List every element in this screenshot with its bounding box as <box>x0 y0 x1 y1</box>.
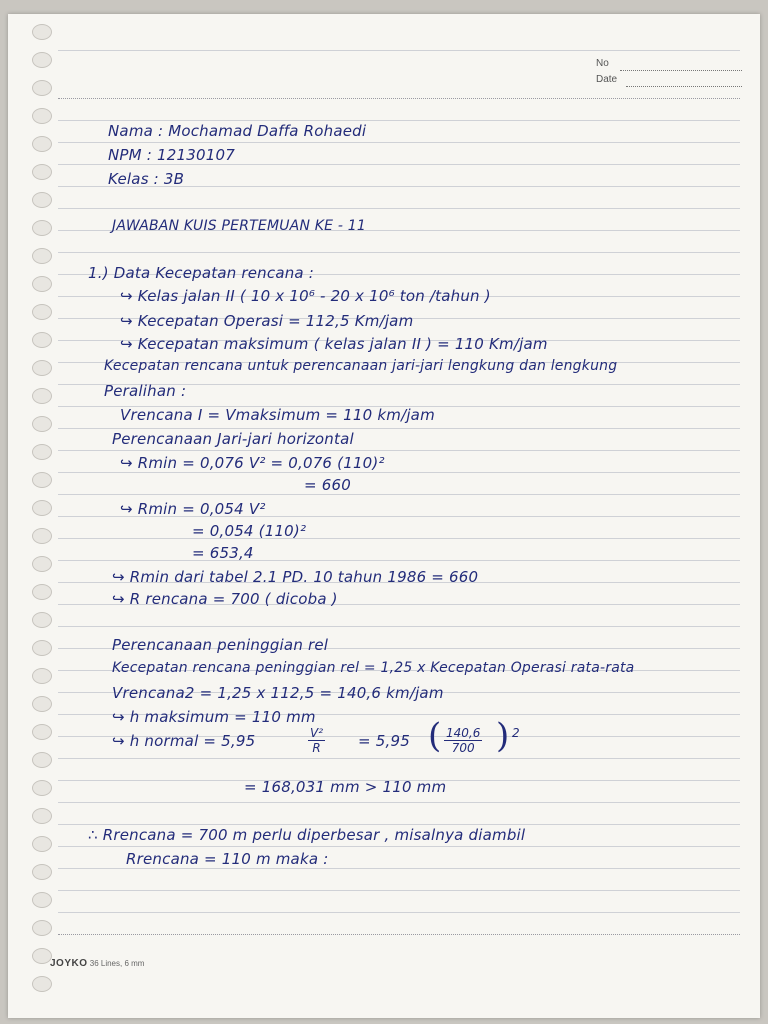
ruled-line <box>58 560 740 561</box>
student-class: Kelas : 3B <box>108 170 185 188</box>
fraction-denominator: 700 <box>451 741 475 755</box>
heading-peninggian-rel: Perencanaan peninggian rel <box>112 636 329 654</box>
binder-hole <box>32 892 52 908</box>
no-line <box>620 70 742 72</box>
binder-hole <box>32 864 52 880</box>
header-dotted-rule <box>58 98 740 100</box>
brand-spec: 36 Lines, 6 mm <box>89 959 145 968</box>
paren-left: ( <box>428 716 442 756</box>
ruled-line <box>58 450 740 451</box>
date-line <box>626 86 742 88</box>
binder-hole <box>32 304 52 320</box>
eq-h-normal: ↪ h normal = 5,95 <box>112 732 256 750</box>
eq-rmin-2-result: = 653,4 <box>192 544 254 562</box>
binder-hole <box>32 164 52 180</box>
ruled-line <box>58 164 740 165</box>
binder-hole <box>32 500 52 516</box>
fraction-denominator: R <box>312 741 321 755</box>
binder-hole <box>32 640 52 656</box>
eq-rmin-2-step: = 0,054 (110)² <box>192 522 307 540</box>
ruled-line <box>58 494 740 495</box>
eq-h-normal-result: = 168,031 mm > 110 mm <box>244 778 447 796</box>
text-kecepatan-peninggian: Kecepatan rencana peninggian rel = 1,25 x Kecepatan Operasi rata-rata <box>112 660 635 676</box>
bullet-kecepatan-operasi: ↪ Kecepatan Operasi = 112,5 Km/jam <box>120 312 414 330</box>
notebook-page <box>8 14 760 1018</box>
binder-hole <box>32 472 52 488</box>
binder-hole <box>32 360 52 376</box>
ruled-line <box>58 472 740 473</box>
eq-rmin-tabel: ↪ Rmin dari tabel 2.1 PD. 10 tahun 1986 = 660 <box>112 568 479 586</box>
ruled-line <box>58 208 740 209</box>
ruled-line <box>58 142 740 143</box>
brand-logo: JOYKO <box>50 958 88 969</box>
fraction-v2-over-r <box>308 726 325 755</box>
binder-hole <box>32 192 52 208</box>
binder-hole <box>32 556 52 572</box>
ruled-line <box>58 758 740 759</box>
conclusion-line-1: ∴ Rrencana = 700 m perlu diperbesar , misalnya diambil <box>88 826 526 844</box>
eq-rmin-1-result: = 660 <box>304 476 351 494</box>
binder-hole <box>32 52 52 68</box>
student-npm: NPM : 12130107 <box>108 146 235 164</box>
ruled-line <box>58 868 740 869</box>
fraction-numerator: 140,6 <box>446 726 481 740</box>
eq-h-normal-equals: = 5,95 <box>358 732 410 750</box>
binder-hole <box>32 24 52 40</box>
footer-dotted-rule <box>58 934 740 936</box>
ruled-line <box>58 912 740 913</box>
binder-hole <box>32 248 52 264</box>
fraction-numerator: V² <box>310 726 324 740</box>
eq-h-maksimum: ↪ h maksimum = 110 mm <box>112 708 316 726</box>
binder-hole <box>32 668 52 684</box>
binder-hole <box>32 696 52 712</box>
ruled-line <box>58 824 740 825</box>
binder-hole <box>32 416 52 432</box>
binder-hole <box>32 948 52 964</box>
text-peralihan: Peralihan : <box>104 382 187 400</box>
paren-right: ) <box>496 716 510 756</box>
binder-hole <box>32 612 52 628</box>
binder-hole <box>32 836 52 852</box>
binder-hole <box>32 80 52 96</box>
bullet-kelas-jalan: ↪ Kelas jalan II ( 10 x 10⁶ - 20 x 10⁶ ton /tahun ) <box>120 287 491 305</box>
ruled-line <box>58 890 740 891</box>
ruled-line <box>58 252 740 253</box>
ruled-line <box>58 626 740 627</box>
binder-hole <box>32 808 52 824</box>
eq-vrencana: Vrencana I = Vmaksimum = 110 km/jam <box>120 406 435 424</box>
heading-jari-jari: Perencanaan Jari-jari horizontal <box>112 430 354 448</box>
exponent: 2 <box>512 726 520 740</box>
binder-hole <box>32 444 52 460</box>
binder-hole <box>32 332 52 348</box>
binder-hole <box>32 276 52 292</box>
ruled-line <box>58 120 740 121</box>
binder-hole <box>32 920 52 936</box>
no-label: No <box>596 58 609 69</box>
question-heading: 1.) Data Kecepatan rencana : <box>88 264 315 282</box>
binder-hole <box>32 388 52 404</box>
student-name: Nama : Mochamad Daffa Rohaedi <box>108 122 367 140</box>
binder-hole <box>32 220 52 236</box>
ruled-line <box>58 846 740 847</box>
binder-hole <box>32 136 52 152</box>
ruled-line <box>58 428 740 429</box>
conclusion-line-2: Rrencana = 110 m maka : <box>126 850 329 868</box>
text-kecepatan-rencana: Kecepatan rencana untuk perencanaan jari-jari lengkung dan lengkung <box>104 358 618 374</box>
ruled-line <box>58 802 740 803</box>
binder-hole <box>32 976 52 992</box>
binder-hole <box>32 780 52 796</box>
binder-hole <box>32 108 52 124</box>
quiz-title: JAWABAN KUIS PERTEMUAN KE - 11 <box>112 218 366 234</box>
eq-rmin-1: ↪ Rmin = 0,076 V² = 0,076 (110)² <box>120 454 385 472</box>
eq-vrencana-2: Vrencana2 = 1,25 x 112,5 = 140,6 km/jam <box>112 684 444 702</box>
bullet-kecepatan-maksimum: ↪ Kecepatan maksimum ( kelas jalan II ) = 110 Km/jam <box>120 335 548 353</box>
brand-footer <box>50 958 144 969</box>
binder-hole <box>32 724 52 740</box>
binder-hole <box>32 752 52 768</box>
eq-rmin-2: ↪ Rmin = 0,054 V² <box>120 500 266 518</box>
binder-hole <box>32 584 52 600</box>
date-label: Date <box>596 74 618 85</box>
fraction-140-over-700 <box>444 726 482 755</box>
binder-hole <box>32 528 52 544</box>
ruled-line <box>58 538 740 539</box>
eq-rrencana: ↪ R rencana = 700 ( dicoba ) <box>112 590 338 608</box>
top-rule <box>58 50 740 51</box>
